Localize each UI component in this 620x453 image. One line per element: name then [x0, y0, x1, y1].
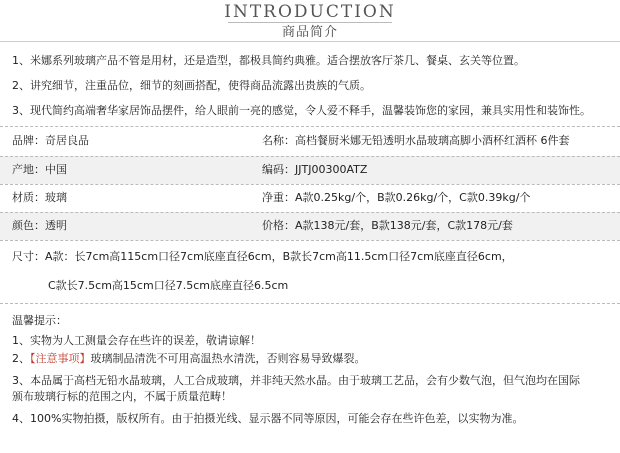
attr-color: 颜色：透明 — [12, 219, 67, 232]
header-rule — [0, 41, 620, 42]
note-4: 4、100%实物拍摄，版权所有。由于拍摄光线、显示器不同等原因，可能会存在些许色差，以实物为准。 — [12, 412, 524, 425]
note-2-warning-tag: 【注意事项】 — [30, 352, 91, 365]
attr-weight: 净重：A款0.25kg/个，B款0.26kg/个，C款0.39kg/个 — [262, 191, 531, 204]
row-divider — [0, 303, 620, 304]
attr-size-line-1: 尺寸：A款：长7cm高115cm口径7cm底座直径6cm，B款长7cm高11.5cm口径7cm底座直径6cm， — [12, 250, 513, 263]
section-title-cn: 商品简介 — [281, 25, 338, 40]
intro-line-2: 2、讲究细节，注重品位，细节的刻画搭配，使得商品流露出贵族的气质。 — [12, 79, 371, 92]
note-3-line-2: 颁布玻璃行标的范围之内，不属于质量范畴！ — [12, 390, 232, 403]
title-divider — [228, 22, 392, 23]
section-title-en: INTRODUCTION — [224, 2, 396, 22]
intro-line-3: 3、现代简约高端奢华家居饰品摆件，给人眼前一亮的感觉，令人爱不释手，温馨装饰您的家园，兼具实用性和装饰性。 — [12, 104, 591, 117]
attr-material: 材质：玻璃 — [12, 191, 67, 204]
attribute-table — [0, 126, 620, 304]
note-1: 1、实物为人工测量会存在些许的误差，敬请谅解！ — [12, 334, 261, 347]
notes-heading: 温馨提示： — [12, 314, 67, 327]
attr-size-line-2: C款长7.5cm高15cm口径7.5cm底座直径6.5cm — [48, 279, 289, 292]
intro-line-1: 1、米娜系列玻璃产品不管是用材，还是造型，都极具简约典雅。适合摆放客厅茶几、餐桌、玄关等位置。 — [12, 54, 525, 67]
note-3-line-1: 3、本品属于高档无铅水晶玻璃，人工合成玻璃，并非纯天然水晶。由于玻璃工艺品，会有少数气泡，但气泡均在国际 — [12, 374, 580, 387]
note-2-text: 玻璃制品清洗不可用高温热水清洗，否则容易导致爆裂。 — [90, 352, 366, 365]
note-2-number: 2、 — [12, 352, 30, 365]
attr-origin: 产地：中国 — [12, 163, 67, 176]
note-2 — [12, 352, 366, 366]
attr-code: 编码：JJTJ00300ATZ — [262, 163, 368, 176]
row-divider — [0, 212, 620, 213]
attr-price: 价格：A款138元/套，B款138元/套，C款178元/套 — [262, 219, 513, 232]
attr-name: 名称：高档餐厨米娜无铅透明水晶玻璃高脚小酒杯红酒杯 6件套 — [262, 134, 570, 147]
row-divider — [0, 240, 620, 241]
row-divider — [0, 156, 620, 157]
row-divider — [0, 126, 620, 127]
attr-brand: 品牌：奇居良品 — [12, 134, 89, 147]
row-divider — [0, 184, 620, 185]
